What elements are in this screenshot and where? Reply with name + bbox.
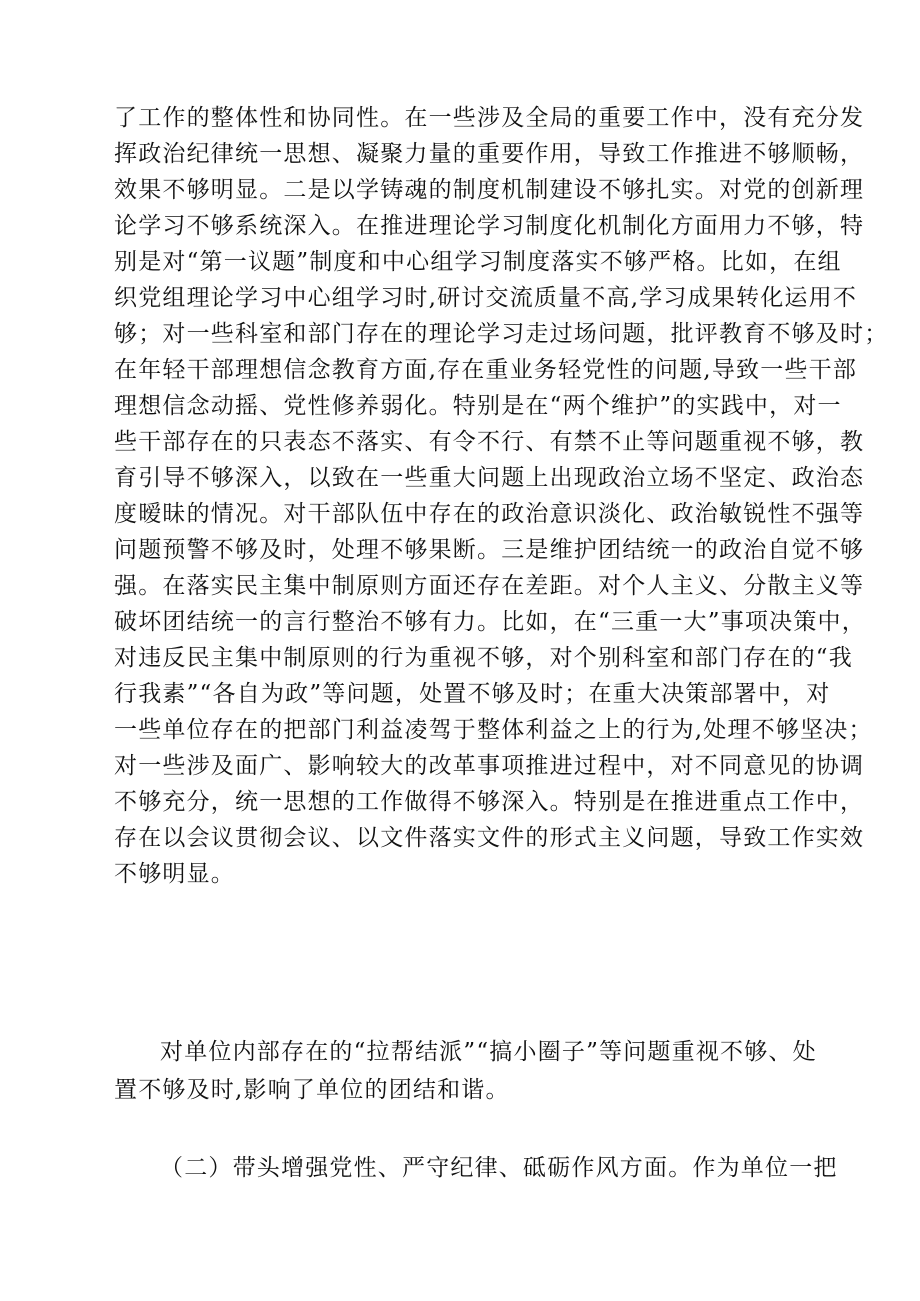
text-line: 在年轻干部理想信念教育方面,存在重业务轻党性的问题,导致一些干部: [114, 357, 858, 383]
text-line: 对单位内部存在的“拉帮结派”“搞小圈子”等问题重视不够、处: [160, 1039, 817, 1065]
text-line: 行我素”“各自为政”等问题，处置不够及时；在重大决策部署中，对: [114, 681, 831, 707]
text-line: 效果不够明显。二是以学铸魂的制度机制建设不够扎实。对党的创新理: [114, 177, 865, 203]
text-line: 别是对“第一议题”制度和中心组学习制度落实不够严格。比如，在组: [114, 249, 842, 275]
text-line: 织党组理论学习中心组学习时,研讨交流质量不高,学习成果转化运用不: [114, 285, 858, 311]
text-line: 挥政治纪律统一思想、凝聚力量的重要作用，导致工作推进不够顺畅，: [114, 141, 865, 167]
text-line: 一些单位存在的把部门利益凌驾于整体利益之上的行为,处理不够坚决；: [114, 717, 873, 743]
text-line: 了工作的整体性和协同性。在一些涉及全局的重要工作中，没有充分发: [114, 105, 865, 131]
text-line: 理想信念动摇、党性修养弱化。特别是在“两个维护”的实践中，对一: [114, 393, 842, 419]
text-line: 不够充分，统一思想的工作做得不够深入。特别是在推进重点工作中，: [114, 789, 865, 815]
text-line: 不够明显。: [114, 861, 235, 887]
text-line: 存在以会议贯彻会议、以文件落实文件的形式主义问题，导致工作实效: [114, 825, 865, 851]
text-line: 够；对一些科室和部门存在的理论学习走过场问题，批评教育不够及时；: [114, 321, 889, 347]
text-line: 强。在落实民主集中制原则方面还存在差距。对个人主义、分散主义等: [114, 573, 865, 599]
text-line: 问题预警不够及时，处理不够果断。三是维护团结统一的政治自觉不够: [114, 537, 865, 563]
text-line: 度暧昧的情况。对干部队伍中存在的政治意识淡化、政治敏锐性不强等: [114, 501, 865, 527]
section-heading-line: （二）带头增强党性、严守纪律、砥砺作风方面。作为单位一把: [160, 1155, 838, 1181]
text-line: 对违反民主集中制原则的行为重视不够，对个别科室和部门存在的“我: [114, 645, 853, 671]
text-line: 对一些涉及面广、影响较大的改革事项推进过程中，对不同意见的协调: [114, 753, 865, 779]
text-line: 论学习不够系统深入。在推进理论学习制度化机制化方面用力不够，特: [114, 213, 865, 239]
text-line: 些干部存在的只表态不落实、有令不行、有禁不止等问题重视不够，教: [114, 429, 865, 455]
text-line: 置不够及时,影响了单位的团结和谐。: [114, 1077, 510, 1103]
text-line: 破坏团结统一的言行整治不够有力。比如，在“三重一大”事项决策中，: [114, 609, 866, 635]
text-line: 育引导不够深入，以致在一些重大问题上出现政治立场不坚定、政治态: [114, 465, 865, 491]
